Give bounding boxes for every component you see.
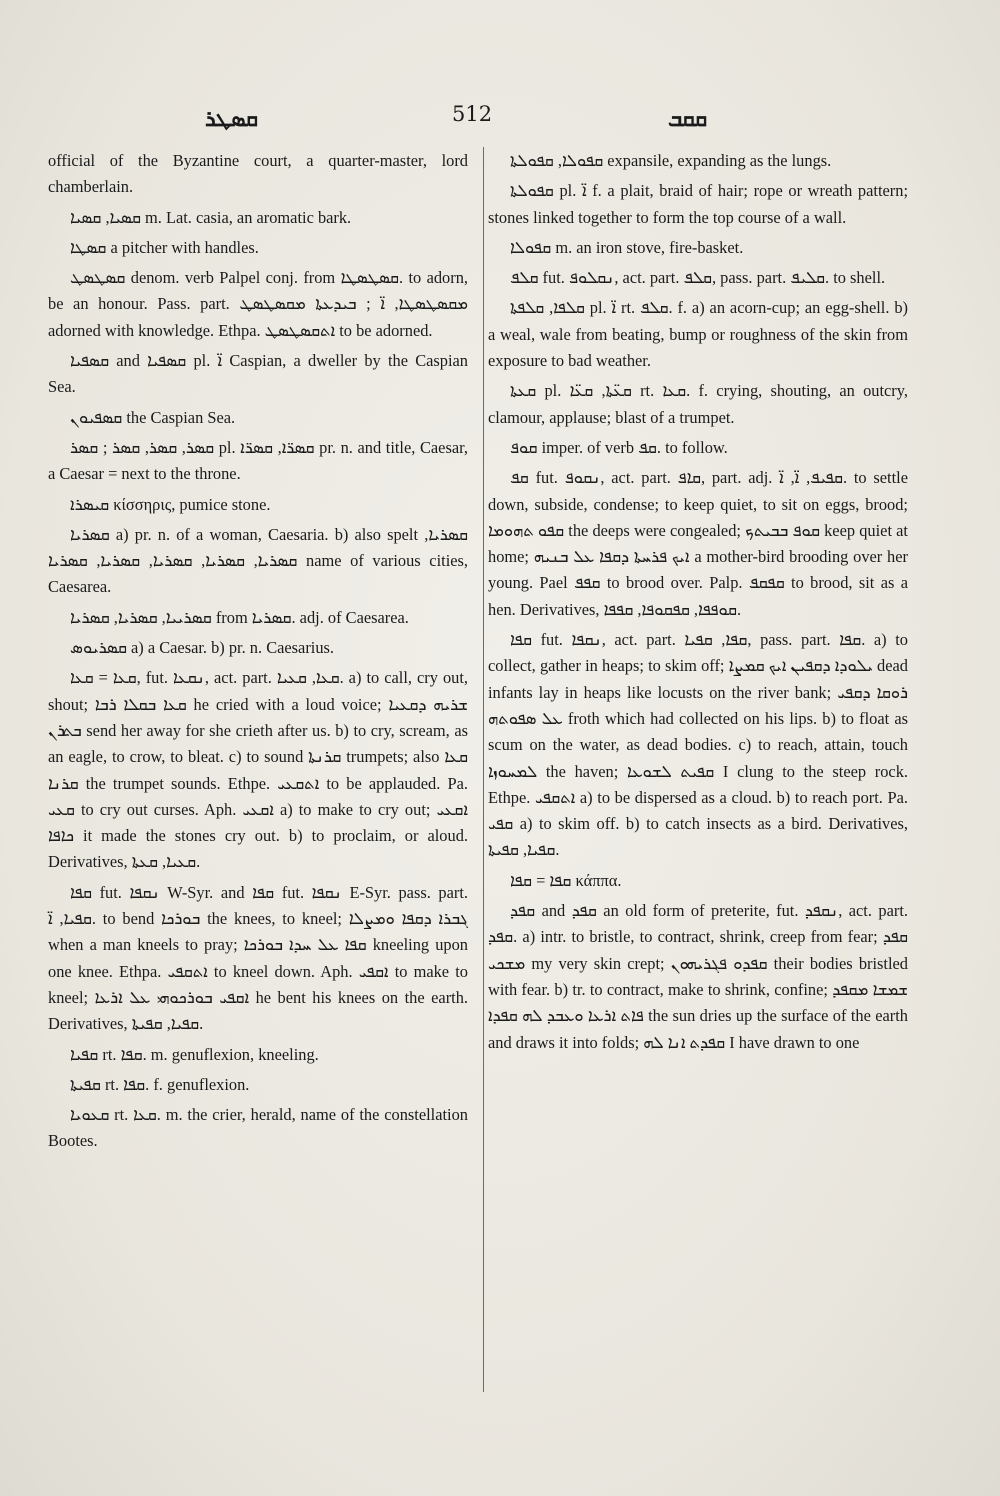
entry: ܩܥܬܐ pl. ܩܥ̈ܬܐ, ܩܥ̈ܐ rt. ܩܥܐ. f. crying, shouting, an outcry, clamour, applause; blast of a trumpet. [488, 381, 908, 427]
entry: ܩܦܝܬܐ rt. ܩܦܐ. f. genuflexion. [70, 1074, 250, 1094]
entry: ܩܣܛܐ a pitcher with handles. [70, 237, 259, 257]
entry: ܩܣܪܝܘܣ a) a Caesar. b) pr. n. Caesarius. [70, 638, 335, 658]
page-number: 512 [452, 102, 493, 126]
running-head-right: ܩܩܒ [668, 106, 708, 132]
page-header [0, 102, 1000, 136]
entry: ܩܝܣܪܐ κίσσηρις, pumice stone. [70, 494, 271, 514]
entry: ܩܦܕ and ܩܦܕ an old form of preterite, fut. ܢܩܦܕ, act. part. ܩܦܕ. a) intr. to bristle, to contract, shrink, creep from fear; ܩܦܕ ܡܫܟܝ my very skin crept; ܩܦܕܘ ܦܓܪܝܗܘܢ their bodies bristled with fear. b) tr. to contract, make to shrink, confine; ܫܡܫܐ ܡܩܦܕ ܦܐܬ ܐܪܥܐ ܘܥܒܕ ܠܗ ܩܦܕܐ the sun dries up the surface of the earth and draws it into folds; ܩܦܕܬ ܐܢܐ ܠܗ I have drawn to one [488, 901, 908, 1052]
entry: ܩܣܦܝܐ and ܩܣܦܝܐ pl. ܐ̈ Caspian, a dweller by the Caspian Sea. [48, 351, 468, 397]
entry: ܩܣܪ, ܩܣܪ, ܩܣܪ ; ܩܣܪ pl. ܩܣܪ̈ܐ, ܩܣܪ̈ܐ pr. n. and title, Caesar, a Caesar = next to the throne. [48, 437, 468, 484]
entry: ܩܣܦܝܘܢ the Caspian Sea. [70, 407, 236, 427]
right-column [488, 148, 908, 1060]
entry: ܩܣܛܣܛ denom. verb Palpel conj. from ܩܣܛܣܛܐ. to adorn, be an honour. Pass. part. ܡܩܣܛܣܛܐ, ܐ̈ ; ܒܝܕܥܬܐ ܡܩܣܛܣܛ adorned with knowledge. Ethpa. ܐܬܩܣܛܣܛ to be adorned. [48, 268, 468, 340]
entry: ܩܦܘܠܬܐ pl. ܐ̈ f. a plait, braid of hair; rope or wreath pattern; stones linked together to form the top course of a wall. [488, 181, 908, 227]
column-divider [483, 147, 484, 1392]
entry: ܩܣܪܝܝܐ, ܩܣܪܝܐ, ܩܣܪܝܐ from ܩܣܪܝܐ. adj. of Caesarea. [70, 607, 409, 627]
entry: ܩܦܐ fut. ܢܩܦܐ, act. part. ܩܦܐ, ܩܦܝܐ, pass. part. ܩܦܐ. a) to collect, gather in heaps; to skim off; ܝܠܘܕܐ ܕܩܦܝܢ ܐܝܟ ܩܡܨܐ dead infants lay in heaps like locusts on the river bank; ܪܘܩܐ ܕܩܦܝ ܥܠ ܣܦܘܬܗ froth which had collected on his lips. b) to float as scum on the water, as dead bodies. c) to reach, attain, touch ܠܡܚܘܙܐ the haven; ܩܦܝܬ ܠܫܘܥܐ I clung to the steep rock. Ethpe. ܐܬܩܦܝ a) to be dispersed as a cloud. b) to reach port. Pa. ܩܦܝ a) to skim off. b) to catch insects as a bird. Derivatives, ܩܦܝܐ, ܩܦܝܬܐ. [488, 630, 909, 860]
running-head-left: ܩܣܛܪ [205, 106, 259, 132]
entry: ܩܠܦ fut. ܢܩܠܘܦ, act. part. ܩܠܦ, pass. part. ܩܠܝܦ. to shell. [510, 268, 886, 288]
entry: ܩܦܘܠܐ, ܩܦܘܠܬܐ expansile, expanding as the lungs. [510, 151, 832, 170]
entry: ܩܥܐ = ܩܥܐ, fut. ܢܩܥܐ, act. part. ܩܥܐ, ܩܥܝܐ. a) to call, cry out, shout; ܩܥܐ ܒܩܠܐ ܪܒܐ he cried with a loud voice; ܫܪܝܗ ܕܩܥܝܐ ܒܬܪܢ send her away for she crieth after us. b) to cry, scream, as an eagle, to crow, to bleat. c) to sound ܩܪܢܬܐ trumpets; also ܩܥܐ ܩܪܢܐ the trumpet sounds. Ethpe. ܐܬܩܥܝ to be applauded. Pa. ܩܥܝ to cry out curses. Aph. ܐܩܥܝ a) to make to cry out; ܐܩܥܝ ܟܐܦܐ it made the stones cry out. b) to proclaim, or aloud. Derivatives, ܩܥܝܐ, ܩܥܬܐ. [48, 668, 469, 872]
entry: ܩܦܐ fut. ܢܩܦܐ W-Syr. and ܩܦܐ fut. ܢܩܦܐ E-Syr. pass. part. ܩܦܝܐ, ܐ̈. to bend ܒܘܪܟܐ the knees, to kneel; ܓܒܪܐ ܕܩܦܐ ܘܡܨܠܐ when a man kneels to pray; ܩܦܐ ܥܠ ܚܕܐ ܒܘܪܟܐ kneeling upon one knee. Ethpa. ܐܬܩܦܝ to kneel down. Aph. ܐܩܦܝ to make to kneel; ܐܩܦܝ ܒܘܪܟܘܗܝ ܥܠ ܐܪܥܐ he bent his knees on the earth. Derivatives, ܩܦܝܐ, ܩܦܝܬܐ. [48, 882, 468, 1034]
entry: ܩܣܝܐ, ܩܣܝܐ m. Lat. casia, an aromatic bark. [70, 207, 352, 227]
entry: ܩܠܦܐ, ܩܠܦܬܐ pl. ܐ̈ rt. ܩܠܦ. f. a) an acorn-cup; an egg-shell. b) a weal, wale from beating, bump or roughness of the skin from exposure to bad weather. [488, 298, 908, 371]
entry: official of the Byzantine court, a quarter-master, lord chamberlain. [48, 151, 468, 197]
entry: ܩܦܐ = ܩܦܐ κάππα. [510, 870, 622, 890]
entry: ܩܥܘܝܐ rt. ܩܥܐ. m. the crier, herald, name of the constellation Bootes. [48, 1105, 469, 1151]
entry: ܩܦܘܠܐ m. an iron stove, fire-basket. [510, 237, 744, 257]
entry: ܩܦ fut. ܢܩܘܦ, act. part. ܩܐܦ, part. adj. ܩܦܝܦ, ܐ̈, ܐ̈. to settle down, subside, condense; to keep quiet, to sit on eggs, brood; ܩܦܘ ܬܗܘܡܐ the deeps were congealed; ܩܘܦ ܒܒܝܬܟ keep quiet at home; ܐܝܟ ܦܪܚܬܐ ܕܩܦܐ ܥܠ ܒܢܝܗ a mother-bird brooding over her young. Pael ܩܦܦ to brood over. Palp. ܩܦܩܦ to brood, sit as a hen. Derivatives, ܩܘܦܦܐ, ܩܦܩܘܦܐ, ܩܦܦܐ. [488, 468, 908, 619]
entry: ܩܣܪܝܐ a) pr. n. of a woman, Caesaria. b) also spelt ܩܣܪܝܐ, ܩܣܪܝܐ, ܩܣܪܝܐ, ܩܣܪܝܐ, ܩܣܪܝܐ, ܩܣܪܝܐ name of various cities, Caesarea. [48, 524, 468, 597]
entry: ܩܦܝܐ rt. ܩܦܐ. m. genuflexion, kneeling. [70, 1044, 319, 1064]
entry: ܩܘܦ imper. of verb ܩܦ. to follow. [510, 437, 728, 457]
left-column [48, 148, 468, 1159]
